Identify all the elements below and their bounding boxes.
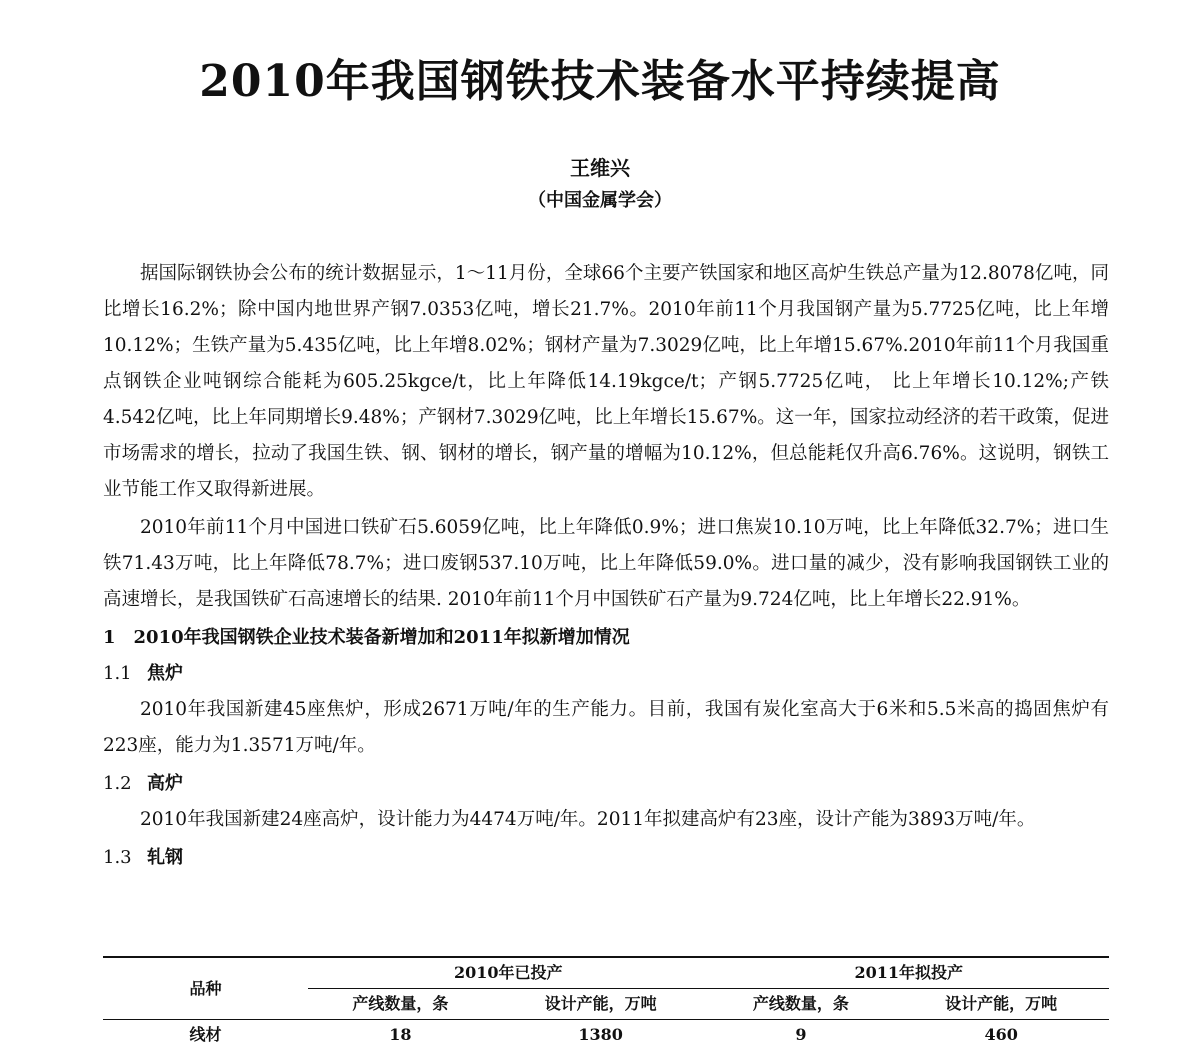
paragraph-imports: 2010年前11个月中国进口铁矿石5.6059亿吨，比上年降低0.9%；进口焦炭10.10万吨，比上年降低32.7%；进口生铁71.43万吨，比上年降低78.7%；进口废钢537.10万吨，比上年降低59.0%。进口量的减少，没有影响我国钢铁工业的高速增长，是我国铁矿石高速增长的结果. 2010年前11个月中国铁矿石产量为9.724亿吨，比上年增长22.91%。: [103, 517, 1109, 610]
subsection-heading-blast-furnace: [103, 766, 1109, 802]
author-affiliation: （中国金属学会）: [528, 190, 672, 211]
cell-lines-2011: 9: [795, 1025, 807, 1044]
column-group-2011: 2011年拟投产: [708, 957, 1109, 989]
column-header-lines-2011: 产线数量，条: [708, 989, 893, 1020]
paragraph-coke-ovens: 2010年我国新建45座焦炉，形成2671万吨/年的生产能力。目前，我国有炭化室高大于6米和5.5米高的捣固焦炉有223座，能力为1.3571万吨/年。: [103, 699, 1109, 756]
article-body: [103, 256, 1109, 876]
data-table: [103, 956, 1109, 1050]
subsection-name: 焦炉: [147, 663, 183, 684]
table-header-row: [103, 957, 1109, 989]
rolling-mill-table: [103, 956, 1109, 1050]
subsection-heading-coke: [103, 656, 1109, 692]
column-header-capacity-2010: 设计产能，万吨: [493, 989, 709, 1020]
subsection-name: 轧钢: [147, 847, 183, 868]
cell-variety: 线材: [189, 1025, 222, 1044]
cell-capacity-2010: 1380: [578, 1025, 623, 1044]
article-title: 2010年我国钢铁技术装备水平持续提高: [199, 56, 1001, 107]
table-row: [103, 1020, 1109, 1051]
paragraph-blast-furnace: 2010年我国新建24座高炉，设计能力为4474万吨/年。2011年拟建高炉有23座，设计产能为3893万吨/年。: [140, 809, 1036, 830]
column-group-2010: 2010年已投产: [308, 957, 708, 989]
subsection-number: 1.2: [103, 773, 132, 794]
column-header-variety: 品种: [103, 957, 308, 1020]
cell-capacity-2011: 460: [984, 1025, 1018, 1044]
author-name: 王维兴: [570, 156, 630, 180]
paragraph-global-output: 据国际钢铁协会公布的统计数据显示，1～11月份，全球66个主要产铁国家和地区高炉生铁总产量为12.8078亿吨，同比增长16.2%；除中国内地世界产钢7.0353亿吨，增长21.7%。2010年前11个月我国钢产量为5.7725亿吨，比上年增10.12%；生铁产量为5.435亿吨，比上年增8.02%；钢材产量为7.3029亿吨，比上年增15.67%.2010年前11个月我国重点钢铁企业吨钢综合能耗为605.25kgce/t，比上年降低14.19kgce/t；产钢5.7725亿吨， 比上年增长10.12%;产铁4.542亿吨，比上年同期增长9.48%；产钢材7.3029亿吨，比上年增长15.67%。这一年，国家拉动经济的若干政策，促进市场需求的增长，拉动了我国生铁、钢、钢材的增长，钢产量的增幅为10.12%，但总能耗仅升高6.76%。这说明，钢铁工业节能工作又取得新进展。: [103, 263, 1109, 500]
cell-lines-2010: 18: [389, 1025, 412, 1044]
section-heading: 1 2010年我国钢铁企业技术装备新增加和2011年拟新增加情况: [103, 627, 630, 648]
column-header-capacity-2011: 设计产能，万吨: [893, 989, 1109, 1020]
column-header-lines-2010: 产线数量，条: [308, 989, 493, 1020]
subsection-number: 1.3: [103, 847, 132, 868]
subsection-heading-rolling: [103, 840, 1109, 876]
subsection-name: 高炉: [147, 773, 183, 794]
subsection-number: 1.1: [103, 663, 132, 684]
